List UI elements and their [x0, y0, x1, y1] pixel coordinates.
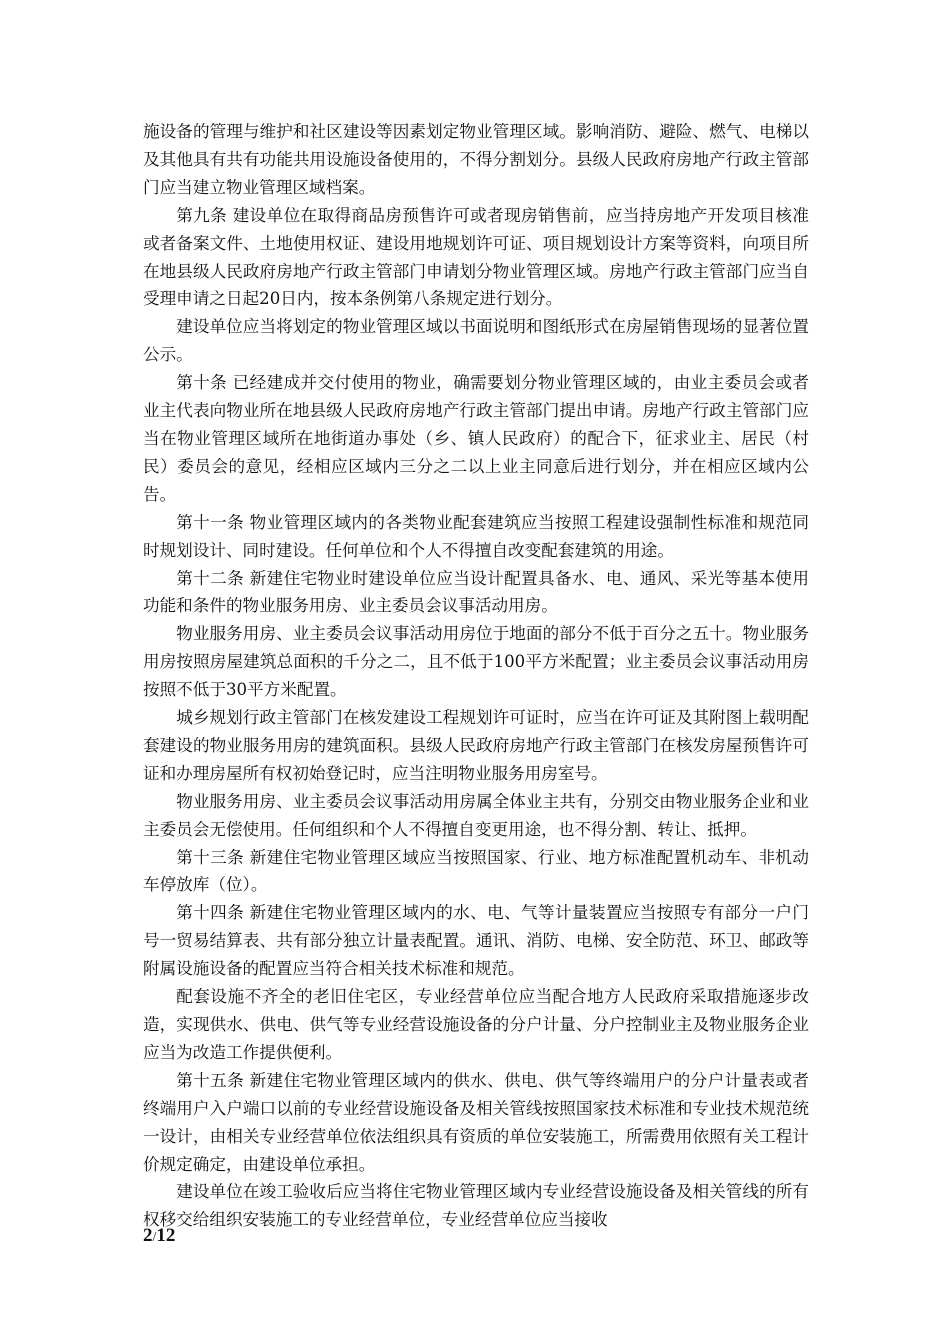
paragraph: 第十二条 新建住宅物业时建设单位应当设计配置具备水、电、通风、采光等基本使用功能和条件的物业服务用房、业主委员会议事活动用房。	[143, 568, 809, 616]
paragraph: 第十一条 物业管理区域内的各类物业配套建筑应当按照工程建设强制性标准和规范同时规划设计、同时建设。任何单位和个人不得擅自改变配套建筑的用途。	[143, 512, 809, 560]
paragraph: 施设备的管理与维护和社区建设等因素划定物业管理区域。影响消防、避险、燃气、电梯以及其他具有共有功能共用设施设备使用的，不得分割划分。县级人民政府房地产行政主管部门应当建立物业管理区域档案。	[143, 122, 809, 197]
paragraph: 配套设施不齐全的老旧住宅区，专业经营单位应当配合地方人民政府采取措施逐步改造，实现供水、供电、供气等专业经营设施设备的分户计量、分户控制业主及物业服务企业应当为改造工作提供便利。	[143, 987, 809, 1062]
paragraph: 城乡规划行政主管部门在核发建设工程规划许可证时，应当在许可证及其附图上载明配套建设的物业服务用房的建筑面积。县级人民政府房地产行政主管部门在核发房屋预售许可证和办理房屋所有权初始登记时，应当注明物业服务用房室号。	[143, 708, 809, 783]
paragraph: 第十条 已经建成并交付使用的物业，确需要划分物业管理区域的，由业主委员会或者业主代表向物业所在地县级人民政府房地产行政主管部门提出申请。房地产行政主管部门应当在物业管理区域所在地街道办事处（乡、镇人民政府）的配合下，征求业主、居民（村民）委员会的意见，经相应区域内三分之二以上业主同意后进行划分，并在相应区域内公告。	[143, 373, 809, 504]
paragraph: 建设单位在竣工验收后应当将住宅物业管理区域内专业经营设施设备及相关管线的所有权移交给组织安装施工的专业经营单位，专业经营单位应当接收	[143, 1182, 809, 1230]
paragraph: 第十四条 新建住宅物业管理区域内的水、电、气等计量装置应当按照专有部分一户门号一贸易结算表、共有部分独立计量表配置。通讯、消防、电梯、安全防范、环卫、邮政等附属设施设备的配置应当符合相关技术标准和规范。	[143, 903, 809, 979]
body-text	[143, 118, 809, 1234]
paragraph: 物业服务用房、业主委员会议事活动用房属全体业主共有，分别交由物业服务企业和业主委员会无偿使用。任何组织和个人不得擅自变更用途，也不得分割、转让、抵押。	[143, 791, 809, 839]
paragraph: 第十三条 新建住宅物业管理区域应当按照国家、行业、地方标准配置机动车、非机动车停放库（位）。	[143, 847, 809, 895]
paragraph: 物业服务用房、业主委员会议事活动用房位于地面的部分不低于百分之五十。物业服务用房按照房屋建筑总面积的千分之二，且不低于100平方米配置；业主委员会议事活动用房按照不低于30平方米配置。	[143, 624, 809, 700]
page-total: 12	[156, 1225, 176, 1246]
paragraph: 第九条 建设单位在取得商品房预售许可或者现房销售前，应当持房地产开发项目核准或者备案文件、土地使用权证、建设用地规划许可证、项目规划设计方案等资料，向项目所在地县级人民政府房地产行政主管部门申请划分物业管理区域。房地产行政主管部门应当自受理申请之日起20日内，按本条例第八条规定进行划分。	[143, 205, 809, 309]
paragraph: 第十五条 新建住宅物业管理区域内的供水、供电、供气等终端用户的分户计量表或者终端用户入户端口以前的专业经营设施设备及相关管线按照国家技术标准和专业技术规范统一设计，由相关专业经营单位依法组织具有资质的单位安装施工，所需费用依照有关工程计价规定确定，由建设单位承担。	[143, 1070, 809, 1174]
paragraph: 建设单位应当将划定的物业管理区域以书面说明和图纸形式在房屋销售现场的显著位置公示。	[143, 317, 809, 365]
page-current: 2	[143, 1225, 153, 1246]
page-separator: /	[152, 1230, 157, 1245]
page-number	[143, 1225, 175, 1247]
